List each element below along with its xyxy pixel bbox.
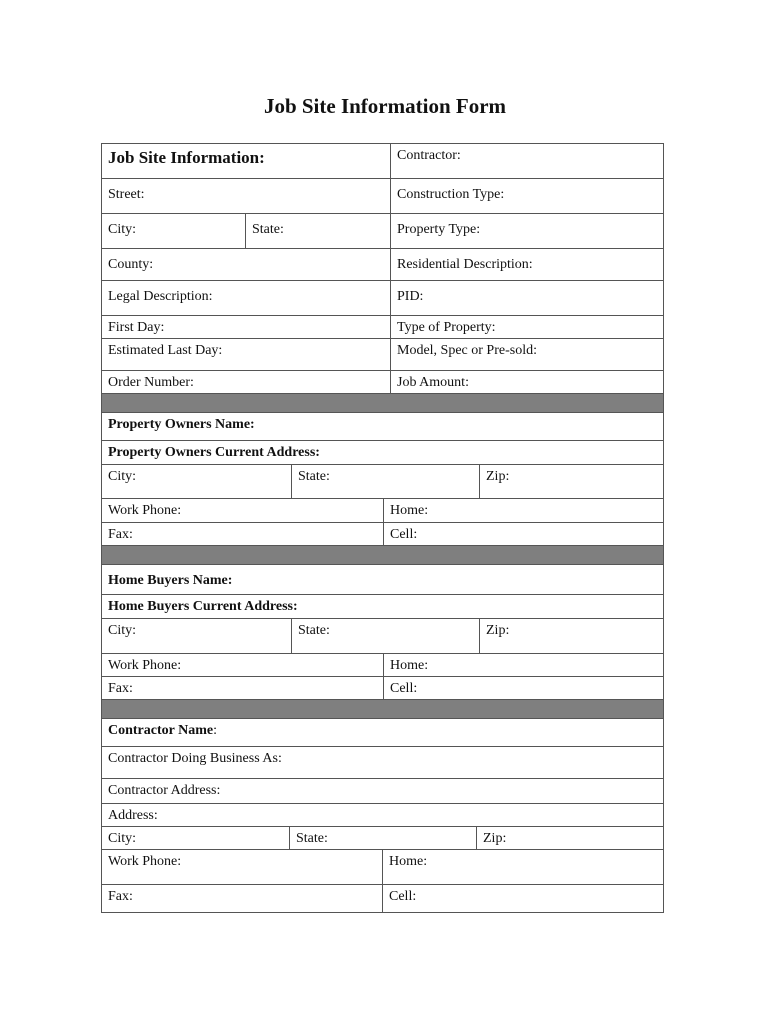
owners-cell-field[interactable]: Cell: bbox=[384, 523, 664, 546]
job-site-section bbox=[101, 143, 664, 413]
contractor-fax-field[interactable]: Fax: bbox=[102, 885, 383, 913]
contractor-name-label: Contractor Name bbox=[108, 723, 214, 738]
home-buyers-name-field[interactable]: Home Buyers Name: bbox=[102, 565, 664, 595]
state-field[interactable]: State: bbox=[246, 214, 391, 249]
buyers-city-field[interactable]: City: bbox=[102, 619, 292, 654]
property-owners-section bbox=[101, 412, 664, 565]
buyers-home-field[interactable]: Home: bbox=[384, 654, 664, 677]
contractor-field[interactable]: Contractor: bbox=[391, 144, 664, 179]
estimated-last-day-field[interactable]: Estimated Last Day: bbox=[102, 339, 391, 371]
type-of-property-field[interactable]: Type of Property: bbox=[391, 316, 664, 339]
contractor-section bbox=[101, 718, 664, 913]
street-field[interactable]: Street: bbox=[102, 179, 391, 214]
owners-zip-field[interactable]: Zip: bbox=[480, 465, 664, 499]
owners-fax-field[interactable]: Fax: bbox=[102, 523, 384, 546]
buyers-work-phone-field[interactable]: Work Phone: bbox=[102, 654, 384, 677]
owners-work-phone-field[interactable]: Work Phone: bbox=[102, 499, 384, 523]
property-owners-name-field[interactable]: Property Owners Name: bbox=[102, 413, 664, 441]
form-title: Job Site Information Form bbox=[263, 94, 507, 118]
owners-state-field[interactable]: State: bbox=[292, 465, 480, 499]
buyers-zip-field[interactable]: Zip: bbox=[480, 619, 664, 654]
property-owners-address-field[interactable]: Property Owners Current Address: bbox=[102, 441, 664, 465]
contractor-cell-field[interactable]: Cell: bbox=[383, 885, 664, 913]
owners-home-field[interactable]: Home: bbox=[384, 499, 664, 523]
job-amount-field[interactable]: Job Amount: bbox=[391, 371, 664, 394]
first-day-field[interactable]: First Day: bbox=[102, 316, 391, 339]
section-divider bbox=[102, 394, 664, 413]
residential-description-field[interactable]: Residential Description: bbox=[391, 249, 664, 281]
contractor-name-colon: : bbox=[213, 723, 217, 738]
contractor-dba-field[interactable]: Contractor Doing Business As: bbox=[102, 747, 664, 779]
buyers-state-field[interactable]: State: bbox=[292, 619, 480, 654]
section-divider bbox=[102, 546, 664, 565]
home-buyers-section bbox=[101, 564, 664, 719]
job-site-form bbox=[101, 143, 663, 913]
property-type-field[interactable]: Property Type: bbox=[391, 214, 664, 249]
contractor-state-field[interactable]: State: bbox=[290, 827, 477, 850]
contractor-address-field[interactable]: Address: bbox=[102, 804, 664, 827]
job-site-header: Job Site Information: bbox=[102, 144, 391, 179]
contractor-city-field[interactable]: City: bbox=[102, 827, 290, 850]
contractor-zip-field[interactable]: Zip: bbox=[477, 827, 664, 850]
home-buyers-address-field[interactable]: Home Buyers Current Address: bbox=[102, 595, 664, 619]
section-divider bbox=[102, 700, 664, 719]
model-spec-field[interactable]: Model, Spec or Pre-sold: bbox=[391, 339, 664, 371]
pid-field[interactable]: PID: bbox=[391, 281, 664, 316]
buyers-cell-field[interactable]: Cell: bbox=[384, 677, 664, 700]
order-number-field[interactable]: Order Number: bbox=[102, 371, 391, 394]
city-field[interactable]: City: bbox=[102, 214, 246, 249]
buyers-fax-field[interactable]: Fax: bbox=[102, 677, 384, 700]
legal-description-field[interactable]: Legal Description: bbox=[102, 281, 391, 316]
contractor-address-label[interactable]: Contractor Address: bbox=[102, 779, 664, 804]
county-field[interactable]: County: bbox=[102, 249, 391, 281]
contractor-home-field[interactable]: Home: bbox=[383, 850, 664, 885]
contractor-name-field[interactable] bbox=[102, 719, 664, 747]
owners-city-field[interactable]: City: bbox=[102, 465, 292, 499]
contractor-work-phone-field[interactable]: Work Phone: bbox=[102, 850, 383, 885]
construction-type-field[interactable]: Construction Type: bbox=[391, 179, 664, 214]
